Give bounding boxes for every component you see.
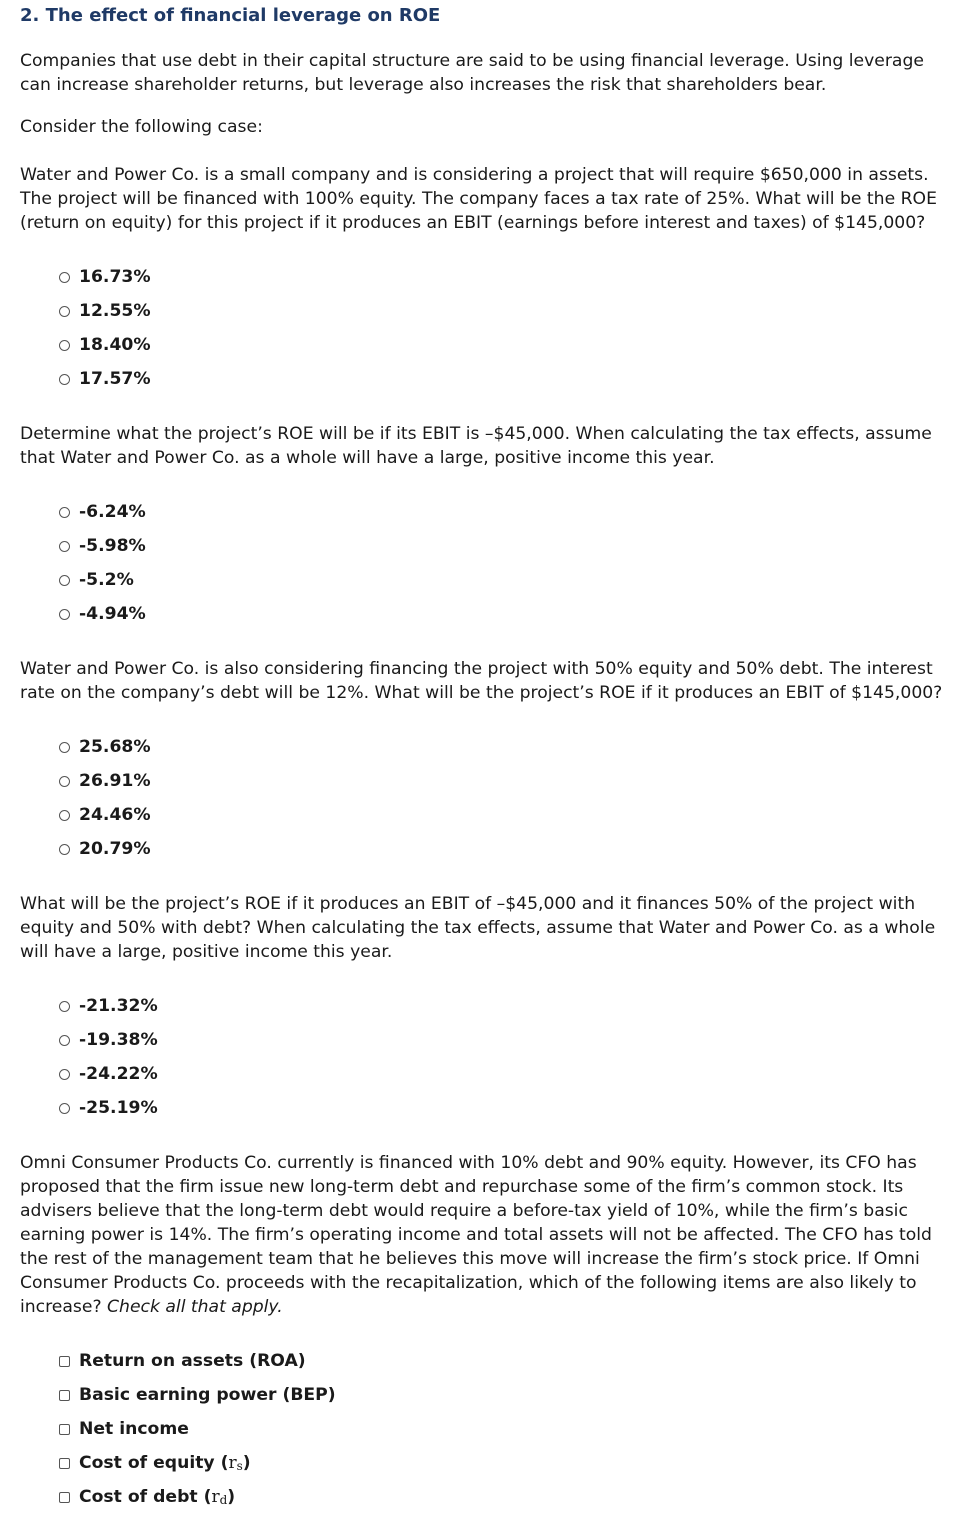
radio-button-icon[interactable] <box>59 541 70 552</box>
checkbox-icon[interactable] <box>59 1424 70 1435</box>
radio-button-icon[interactable] <box>59 1001 70 1012</box>
question-4-text: What will be the project’s ROE if it produces an EBIT of –$45,000 and it finances 50% of the project with equity and 50% with debt? When calculating the tax effects, assume that Water and Power Co. as a whole will have a large, positive income this year. <box>20 894 936 962</box>
question-3-option[interactable] <box>59 832 950 866</box>
option-label <box>79 1453 251 1473</box>
question-5-options <box>20 1344 950 1514</box>
option-label-text: Cost of debt ( <box>79 1487 212 1507</box>
question-3-options <box>20 730 950 866</box>
option-label: 12.55% <box>79 301 151 321</box>
radio-button-icon[interactable] <box>59 609 70 620</box>
question-1-option[interactable] <box>59 294 950 328</box>
option-label: 20.79% <box>79 839 151 859</box>
radio-button-icon[interactable] <box>59 507 70 518</box>
option-label: -19.38% <box>79 1030 158 1050</box>
question-5-option[interactable] <box>59 1412 950 1446</box>
radio-button-icon[interactable] <box>59 776 70 787</box>
question-4-option[interactable] <box>59 1023 950 1057</box>
question-3-option[interactable] <box>59 798 950 832</box>
question-5-option[interactable] <box>59 1480 950 1514</box>
question-1-options <box>20 260 950 396</box>
question-1-option[interactable] <box>59 260 950 294</box>
radio-button-icon[interactable] <box>59 742 70 753</box>
checkbox-icon[interactable] <box>59 1390 70 1401</box>
symbol-subscript: s <box>236 1459 243 1473</box>
radio-button-icon[interactable] <box>59 575 70 586</box>
question-2-option[interactable] <box>59 563 950 597</box>
page-title: 2. The effect of financial leverage on ROE <box>20 5 441 26</box>
radio-button-icon[interactable] <box>59 844 70 855</box>
option-label-text: Cost of equity ( <box>79 1453 229 1473</box>
question-2-option[interactable] <box>59 495 950 529</box>
option-label: -21.32% <box>79 996 158 1016</box>
consider-paragraph: Consider the following case: <box>20 117 263 137</box>
question-5-option[interactable] <box>59 1446 950 1480</box>
question-2-text: Determine what the project’s ROE will be if its EBIT is –$45,000. When calculating the tax effects, assume that Water and Power Co. as a whole will have a large, positive income this year. <box>20 424 932 468</box>
question-3-text: Water and Power Co. is also considering financing the project with 50% equity and 50% debt. The interest rate on the company’s debt will be 12%. What will be the project’s ROE if it produces an EBIT of $145,000? <box>20 659 943 703</box>
intro-paragraph: Companies that use debt in their capital structure are said to be using financial leverage. Using leverage can increase shareholder returns, but leverage also increases the risk that shareholders bear. <box>20 51 924 95</box>
option-label: 17.57% <box>79 369 151 389</box>
radio-button-icon[interactable] <box>59 810 70 821</box>
option-label: 24.46% <box>79 805 151 825</box>
option-label: -5.2% <box>79 570 134 590</box>
question-3-option[interactable] <box>59 730 950 764</box>
option-label: -24.22% <box>79 1064 158 1084</box>
checkbox-icon[interactable] <box>59 1356 70 1367</box>
option-label: Net income <box>79 1419 189 1439</box>
question-4-option[interactable] <box>59 1091 950 1125</box>
radio-button-icon[interactable] <box>59 1035 70 1046</box>
question-5-body: Omni Consumer Products Co. currently is financed with 10% debt and 90% equity. However, its CFO has proposed that the firm issue new long-term debt and repurchase some of the firm’s common stock. Its advisers believe that the long-term debt would require a before-tax yield of 10%, while the firm’s basic earning power is 14%. The firm’s operating income and total assets will not be affected. The CFO has told the rest of the management team that he believes this move will increase the firm’s stock price. If Omni Consumer Products Co. proceeds with the recapitalization, which of the following items are also likely to increase? <box>20 1153 932 1317</box>
symbol-r: r <box>211 1487 220 1507</box>
symbol-subscript: d <box>219 1493 228 1507</box>
question-1-option[interactable] <box>59 362 950 396</box>
option-label-close: ) <box>242 1453 251 1473</box>
option-label: -25.19% <box>79 1098 158 1118</box>
question-4-options <box>20 989 950 1125</box>
radio-button-icon[interactable] <box>59 1069 70 1080</box>
option-label: 25.68% <box>79 737 151 757</box>
option-label: -5.98% <box>79 536 146 556</box>
question-3-option[interactable] <box>59 764 950 798</box>
option-label: -6.24% <box>79 502 146 522</box>
question-2-option[interactable] <box>59 529 950 563</box>
option-label <box>79 1487 235 1507</box>
option-label: 26.91% <box>79 771 151 791</box>
question-4-option[interactable] <box>59 1057 950 1091</box>
question-1-option[interactable] <box>59 328 950 362</box>
symbol-r: r <box>228 1453 237 1473</box>
option-label: Return on assets (ROA) <box>79 1351 306 1371</box>
radio-button-icon[interactable] <box>59 306 70 317</box>
checkbox-icon[interactable] <box>59 1492 70 1503</box>
option-label: -4.94% <box>79 604 146 624</box>
question-1-text: Water and Power Co. is a small company and is considering a project that will require $650,000 in assets. The project will be financed with 100% equity. The company faces a tax rate of 25%. What will be the ROE (return on equity) for this project if it produces an EBIT (earnings before interest and taxes) of $145,000? <box>20 165 937 233</box>
question-5-text <box>20 1151 950 1319</box>
question-2-option[interactable] <box>59 597 950 631</box>
question-5-option[interactable] <box>59 1344 950 1378</box>
option-label: 16.73% <box>79 267 151 287</box>
radio-button-icon[interactable] <box>59 272 70 283</box>
radio-button-icon[interactable] <box>59 374 70 385</box>
radio-button-icon[interactable] <box>59 340 70 351</box>
page <box>20 4 950 1514</box>
question-4-option[interactable] <box>59 989 950 1023</box>
radio-button-icon[interactable] <box>59 1103 70 1114</box>
question-5-option[interactable] <box>59 1378 950 1412</box>
option-label: Basic earning power (BEP) <box>79 1385 336 1405</box>
option-label: 18.40% <box>79 335 151 355</box>
checkbox-icon[interactable] <box>59 1458 70 1469</box>
question-2-options <box>20 495 950 631</box>
question-5-instruction: Check all that apply. <box>107 1297 283 1317</box>
option-label-close: ) <box>227 1487 236 1507</box>
